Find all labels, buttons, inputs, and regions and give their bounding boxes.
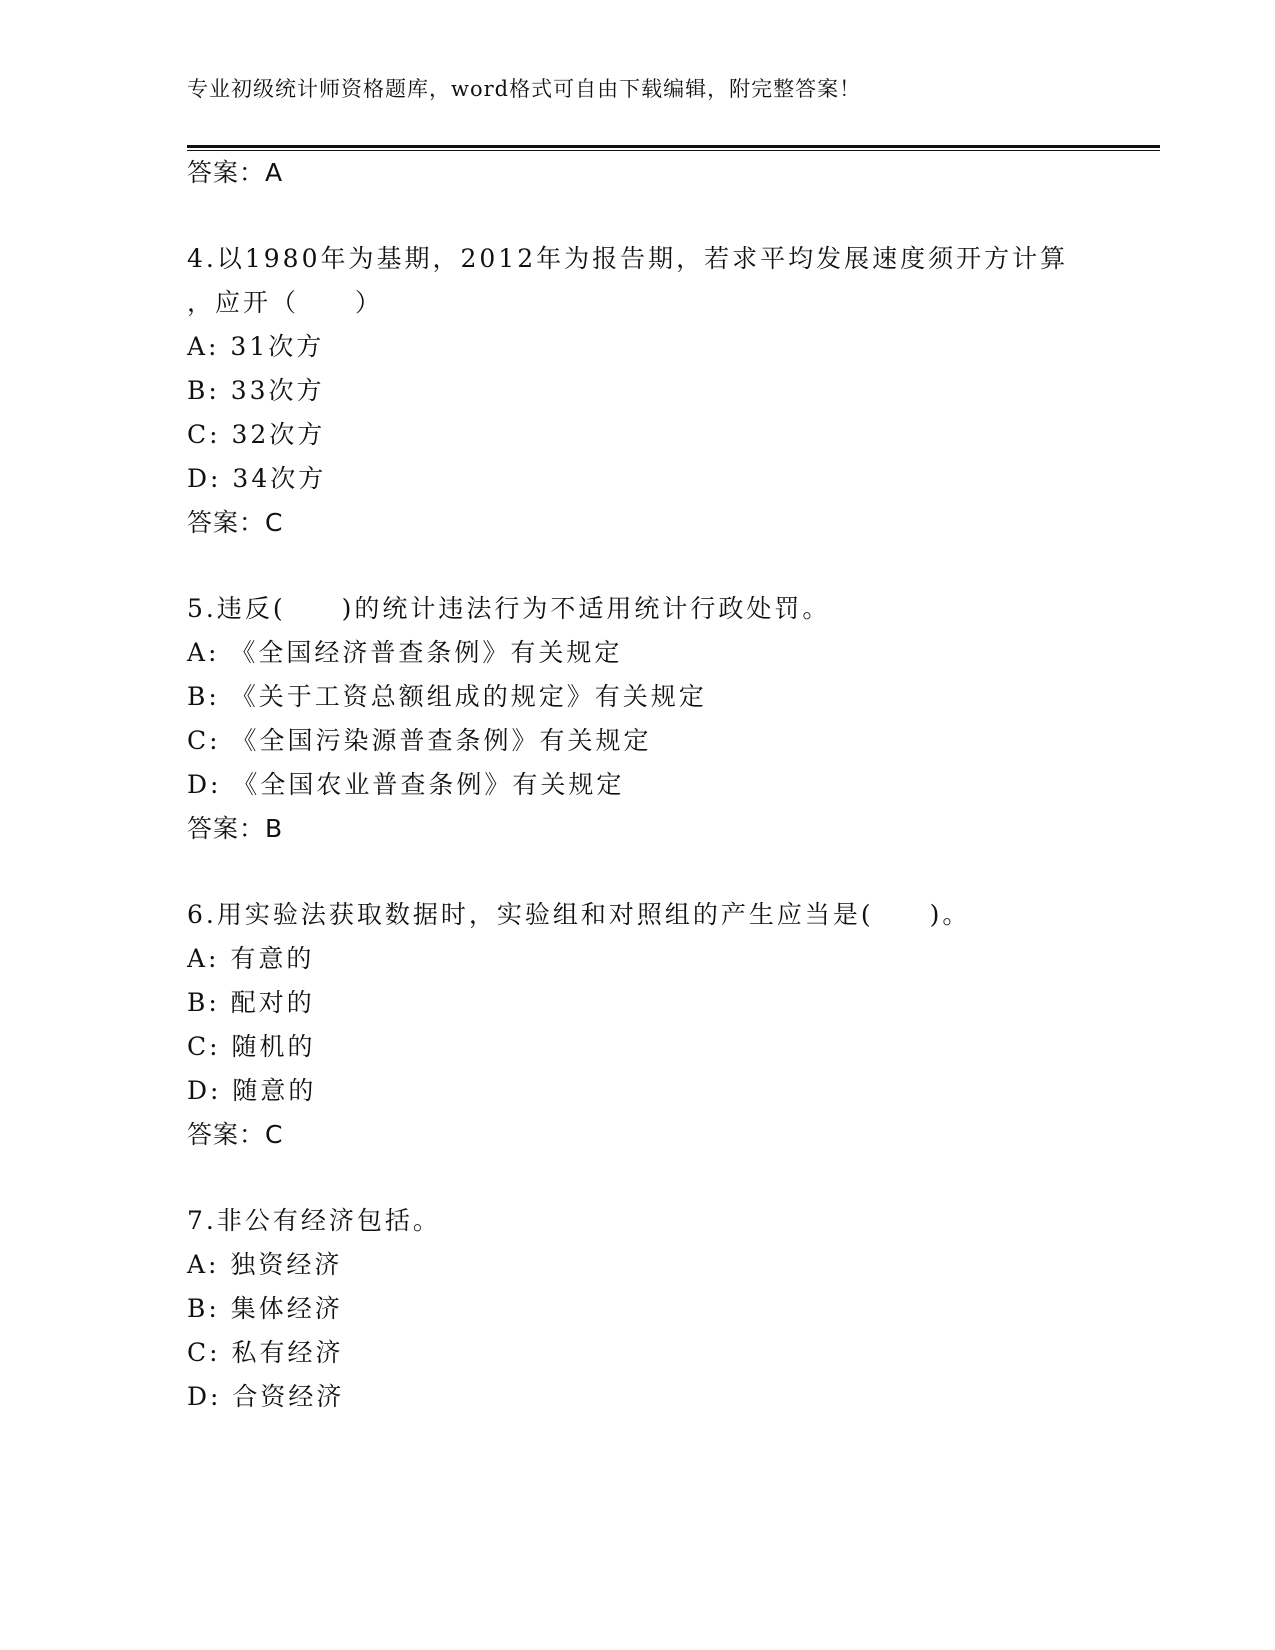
option-b: B: 配对的	[187, 988, 315, 1017]
option-a: A: 《全国经济普查条例》有关规定	[187, 638, 623, 667]
previous-answer: 答案：A	[187, 158, 284, 187]
question-stem: 7.非公有经济包括。	[187, 1206, 441, 1235]
answer: 答案：B	[187, 814, 284, 843]
option-a: A: 有意的	[187, 944, 315, 973]
option-b: B: 集体经济	[187, 1294, 343, 1323]
option-d: D: 随意的	[187, 1076, 317, 1105]
answer: 答案：C	[187, 508, 284, 537]
question-stem-continued: ，应开（ ）	[187, 288, 384, 317]
option-d: D: 《全国农业普查条例》有关规定	[187, 770, 625, 799]
option-d: D: 合资经济	[187, 1382, 345, 1411]
option-a: A: 独资经济	[187, 1250, 343, 1279]
option-d: D: 34次方	[187, 464, 327, 493]
option-c: C: 32次方	[187, 420, 326, 449]
question-stem: 4.以1980年为基期，2012年为报告期，若求平均发展速度须开方计算	[187, 244, 1069, 273]
answer: 答案：C	[187, 1120, 284, 1149]
header-rule-thick	[187, 145, 1160, 148]
option-c: C: 《全国污染源普查条例》有关规定	[187, 726, 652, 755]
header-text: 专业初级统计师资格题库，word格式可自由下载编辑，附完整答案！	[187, 77, 862, 101]
option-c: C: 随机的	[187, 1032, 316, 1061]
question-stem: 6.用实验法获取数据时，实验组和对照组的产生应当是( )。	[187, 900, 971, 929]
option-c: C: 私有经济	[187, 1338, 344, 1367]
option-a: A: 31次方	[187, 332, 325, 361]
option-b: B: 《关于工资总额组成的规定》有关规定	[187, 682, 707, 711]
header-rule-thin	[187, 150, 1160, 151]
option-b: B: 33次方	[187, 376, 325, 405]
question-stem: 5.违反( )的统计违法行为不适用统计行政处罚。	[187, 594, 831, 623]
